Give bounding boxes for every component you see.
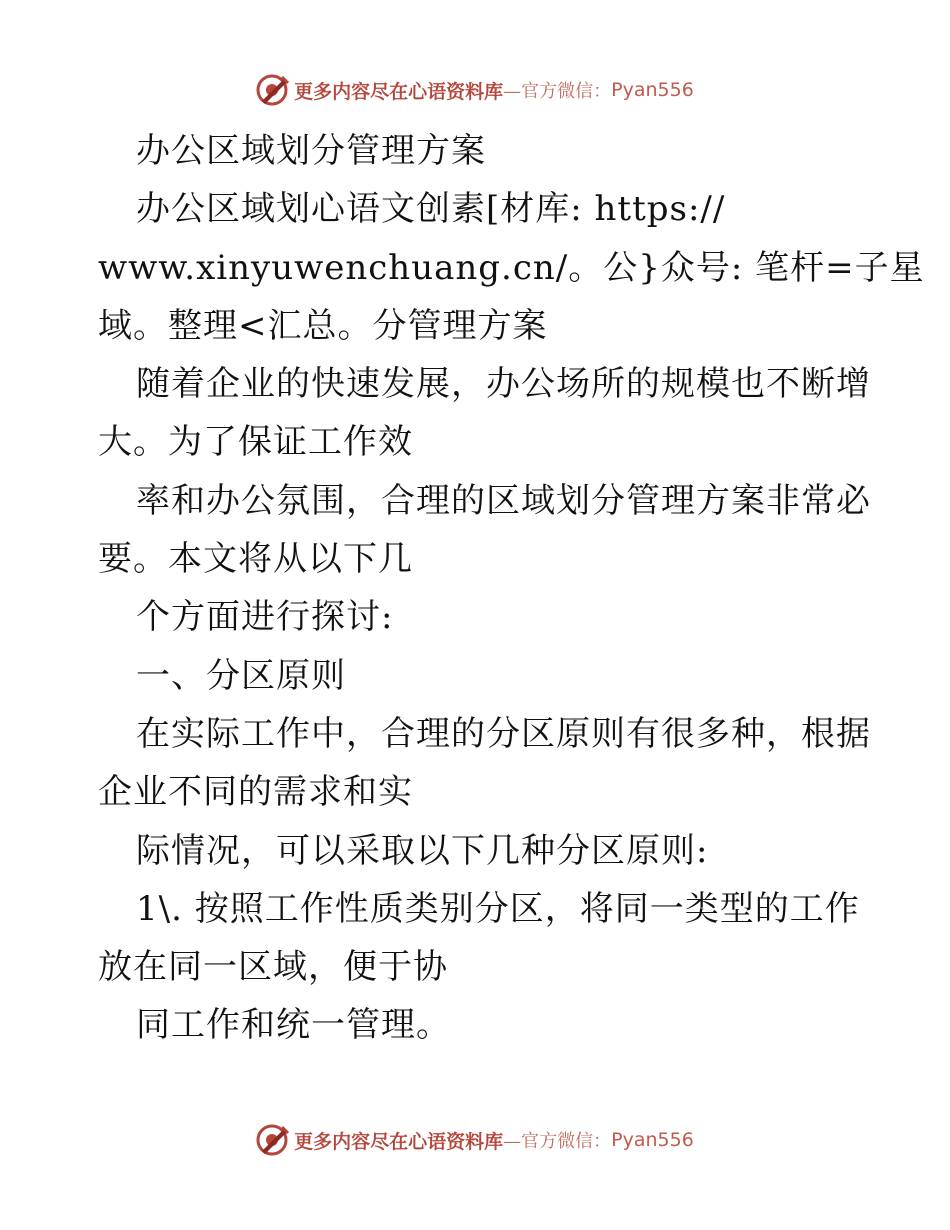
text-line: 同工作和统一管理。 xyxy=(136,1005,451,1046)
text-line: 随着企业的快速发展，办公场所的规模也不断增 xyxy=(136,364,871,405)
footer-banner-text: 更多内容尽在心语资料库 xyxy=(294,1130,504,1153)
text-line: 率和办公氛围，合理的区域划分管理方案非常必 xyxy=(136,480,871,521)
header-banner xyxy=(0,70,950,110)
text-line: 1\. 按照工作性质类别分区，将同一类型的工作 xyxy=(136,888,860,929)
header-banner-dash: —官方微信： xyxy=(503,81,612,102)
pen-logo-icon xyxy=(256,1123,290,1157)
text-line: 一、分区原则 xyxy=(136,655,346,696)
header-banner-text: 更多内容尽在心语资料库 xyxy=(294,80,504,103)
text-line: 企业不同的需求和实 xyxy=(98,772,413,813)
text-line: 域。整理<汇总。分管理方案 xyxy=(98,305,548,346)
document-body xyxy=(98,122,925,1055)
text-line: 个方面进行探讨: xyxy=(136,597,394,638)
text-line: 要。本文将从以下几 xyxy=(98,539,413,580)
text-line: www.xinyuwenchuang.cn/。公}众号: 笔杆=子星 xyxy=(98,247,925,288)
text-line: 放在同一区域，便于协 xyxy=(98,947,448,988)
text-line: 办公区域划分管理方案 xyxy=(136,131,486,171)
pen-logo-icon xyxy=(256,73,290,107)
header-banner-wechat-id: Pyan556 xyxy=(611,79,694,101)
footer-banner-dash: —官方微信： xyxy=(503,1131,612,1152)
text-line: 办公区域划心语文创素[材库: https:// xyxy=(136,189,726,230)
text-line: 在实际工作中，合理的分区原则有很多种，根据 xyxy=(136,713,871,754)
footer-banner-wechat-id: Pyan556 xyxy=(611,1129,694,1151)
footer-banner xyxy=(0,1120,950,1160)
text-line: 大。为了保证工作效 xyxy=(98,422,413,463)
text-line: 际情况，可以采取以下几种分区原则: xyxy=(136,830,709,871)
